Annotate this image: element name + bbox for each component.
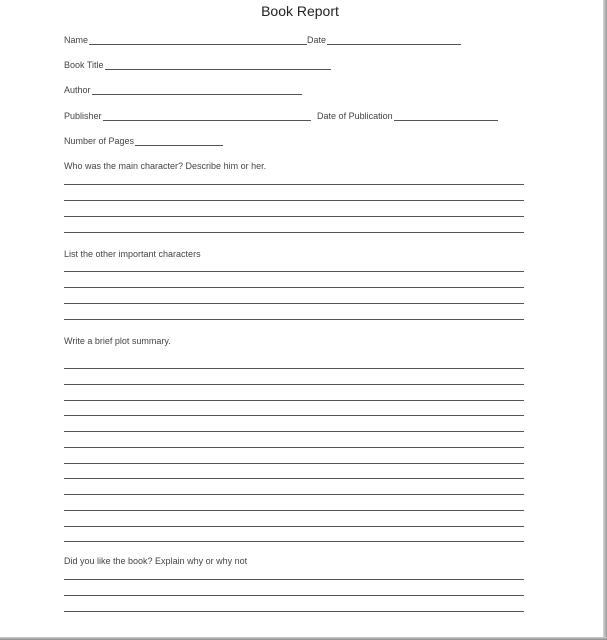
answer-line[interactable]: [64, 526, 524, 527]
author-blank[interactable]: [92, 85, 302, 95]
name-label: Name: [64, 35, 89, 45]
answer-line[interactable]: [64, 303, 524, 304]
question-plot-summary: Write a brief plot summary.: [64, 336, 171, 346]
date-label: Date: [307, 35, 327, 45]
question-main-character: Who was the main character? Describe him or her.: [64, 161, 267, 171]
answer-line[interactable]: [64, 216, 524, 217]
answer-line[interactable]: [64, 463, 524, 464]
date-of-publication-label: Date of Publication: [317, 111, 393, 121]
answer-line[interactable]: [64, 287, 524, 288]
answer-line[interactable]: [64, 595, 524, 596]
answer-line[interactable]: [64, 271, 524, 272]
author-label: Author: [64, 85, 91, 95]
question-liked-book: Did you like the book? Explain why or why not: [64, 556, 248, 566]
answer-line[interactable]: [64, 579, 524, 580]
name-blank[interactable]: [89, 35, 307, 45]
number-of-pages-field[interactable]: [64, 136, 223, 146]
publisher-blank[interactable]: [103, 111, 311, 121]
answer-line[interactable]: [64, 510, 524, 511]
publisher-field[interactable]: [64, 111, 498, 121]
answer-line[interactable]: [64, 200, 524, 201]
book-title-field[interactable]: [64, 60, 331, 70]
answer-line[interactable]: [64, 384, 524, 385]
page-title: Book Report: [261, 3, 339, 19]
question-other-characters: List the other important characters: [64, 249, 201, 259]
answer-line[interactable]: [64, 611, 524, 612]
answer-line[interactable]: [64, 232, 524, 233]
answer-line[interactable]: [64, 400, 524, 401]
publisher-label: Publisher: [64, 111, 102, 121]
book-title-blank[interactable]: [105, 60, 331, 70]
book-title-label: Book Title: [64, 60, 104, 70]
answer-line[interactable]: [64, 541, 524, 542]
answer-line[interactable]: [64, 368, 524, 369]
number-of-pages-blank[interactable]: [135, 136, 223, 146]
date-of-publication-blank[interactable]: [394, 111, 498, 121]
answer-line[interactable]: [64, 478, 524, 479]
author-field[interactable]: [64, 85, 302, 95]
number-of-pages-label: Number of Pages: [64, 136, 135, 146]
answer-line[interactable]: [64, 431, 524, 432]
answer-line[interactable]: [64, 447, 524, 448]
answer-line[interactable]: [64, 415, 524, 416]
page-edge-right: [603, 0, 607, 640]
name-field[interactable]: [64, 35, 461, 45]
answer-line[interactable]: [64, 494, 524, 495]
answer-line[interactable]: [64, 184, 524, 185]
date-blank[interactable]: [327, 35, 461, 45]
answer-line[interactable]: [64, 319, 524, 320]
